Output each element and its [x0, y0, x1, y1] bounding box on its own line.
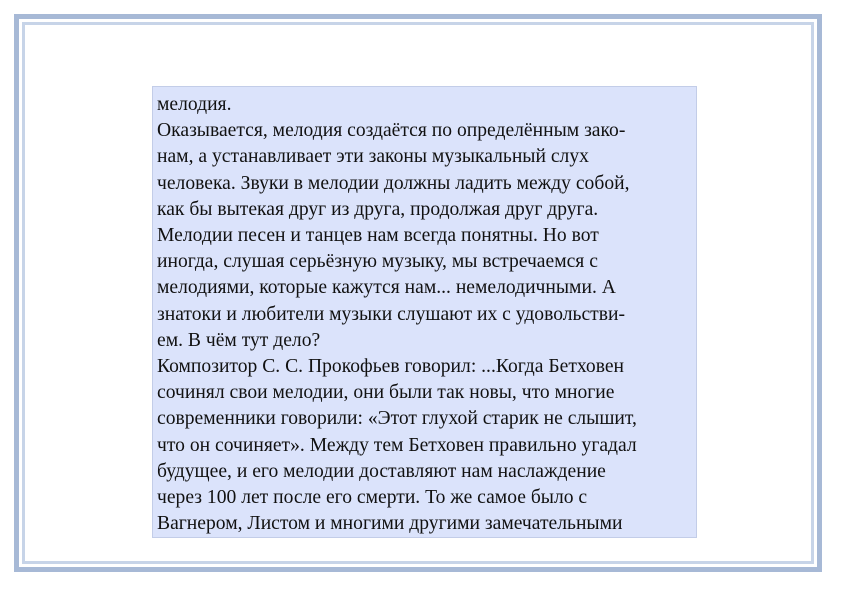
text-line: Оказывается, мелодия создаётся по определённым зако- [157, 120, 626, 142]
text-line: знатоки и любители музыки слушают их с удовольстви- [157, 303, 625, 325]
text-line: современники говорили: «Этот глухой старик не слышит, [157, 408, 637, 430]
text-line: ем. В чём тут дело? [157, 329, 321, 351]
text-line: Мелодии песен и танцев нам всегда понятны. Но вот [157, 225, 599, 247]
text-line: мелодиями, которые кажутся нам... немелодичными. А [157, 277, 616, 299]
text-line: человека. Звуки в мелодии должны ладить между собой, [157, 172, 630, 194]
text-line: через 100 лет после его смерти. То же самое было с [157, 487, 588, 509]
text-line: Композитор С. С. Прокофьев говорил: ...Когда Бетховен [157, 356, 625, 378]
text-box [152, 86, 697, 538]
text-line: нам, а устанавливает эти законы музыкальный слух [157, 146, 589, 168]
text-line: что он сочиняет». Между тем Бетховен правильно угадал [157, 434, 637, 456]
text-line: сочинял свои мелодии, они были так новы, что многие [157, 382, 615, 404]
text-line: мелодия. [157, 94, 232, 115]
text-line: будущее, и его мелодии доставляют нам наслаждение [157, 460, 606, 482]
text-line: иногда, слушая серьёзную музыку, мы встречаемся с [157, 251, 598, 273]
text-line: Вагнером, Листом и многими другими замечательными [157, 513, 623, 535]
text-line: как бы вытекая друг из друга, продолжая друг друга. [157, 198, 599, 220]
